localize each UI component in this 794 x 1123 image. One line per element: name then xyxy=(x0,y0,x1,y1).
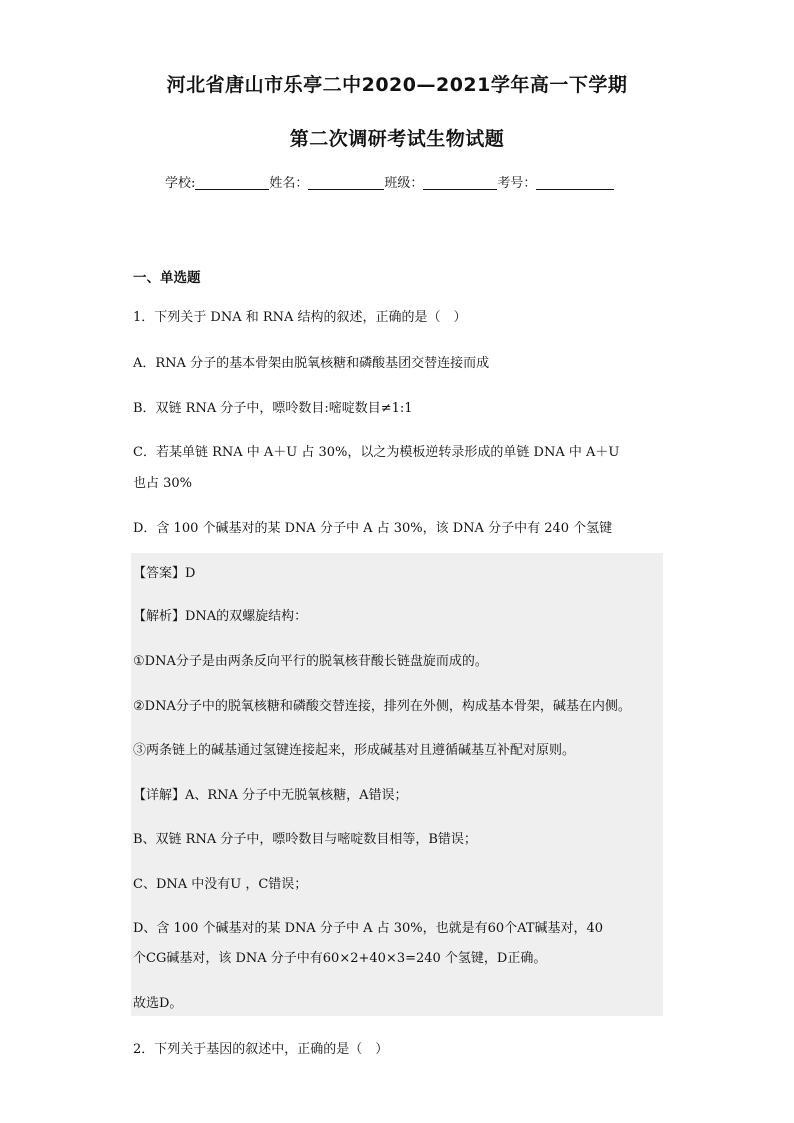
document-title-line2: 第二次调研考试生物试题 xyxy=(289,128,505,150)
analysis-point-2: ②DNA分子中的脱氧核糖和磷酸交替连接，排列在外侧，构成基本骨架，碱基在内侧。 xyxy=(133,699,631,714)
answer-line: 【答案】D xyxy=(133,566,196,581)
school-label: 学校: xyxy=(165,176,196,191)
student-info-line xyxy=(165,172,614,191)
class-label: 班级： xyxy=(384,176,424,191)
number-label: 考号： xyxy=(497,176,537,191)
number-blank[interactable] xyxy=(536,175,614,190)
question-1-option-d: D．含 100 个碱基对的某 DNA 分子中 A 占 30%，该 DNA 分子中有 240 个氢键 xyxy=(133,521,613,536)
detail-b: B、双链 RNA 分子中，嘌呤数目与嘧啶数目相等，B错误； xyxy=(133,832,477,847)
section-heading: 一、单选题 xyxy=(133,270,201,286)
detail-a: 【详解】A、RNA 分子中无脱氧核糖，A错误； xyxy=(133,788,408,803)
question-1-option-a: A．RNA 分子的基本骨架由脱氧核糖和磷酸基团交替连接而成 xyxy=(133,356,490,371)
question-1-option-b: B．双链 RNA 分子中，嘌呤数目:嘧啶数目≠1:1 xyxy=(133,401,413,416)
question-1-stem: 1．下列关于 DNA 和 RNA 结构的叙述，正确的是（ ） xyxy=(133,310,467,325)
detail-c: C、DNA 中没有U ，C错误； xyxy=(133,877,308,892)
document-title-line1: 河北省唐山市乐亭二中2020—2021学年高一下学期 xyxy=(166,74,628,96)
name-label: 姓名： xyxy=(269,176,309,191)
conclusion-line: 故选D。 xyxy=(133,996,183,1011)
school-blank[interactable] xyxy=(195,175,269,190)
name-blank[interactable] xyxy=(308,175,384,190)
detail-d-cont: 个CG碱基对，该 DNA 分子中有60×2+40×3=240 个氢键，D正确。 xyxy=(133,951,547,966)
analysis-line: 【解析】DNA的双螺旋结构： xyxy=(133,609,308,624)
class-blank[interactable] xyxy=(423,175,497,190)
question-1-option-c-cont: 也占 30% xyxy=(133,476,193,491)
question-2-stem: 2．下列关于基因的叙述中，正确的是（ ） xyxy=(133,1042,389,1057)
analysis-point-1: ①DNA分子是由两条反向平行的脱氧核苷酸长链盘旋而成的。 xyxy=(133,654,488,669)
question-1-option-c: C．若某单链 RNA 中 A＋U 占 30%，以之为模板逆转录形成的单链 DNA 中 A＋U xyxy=(133,445,620,460)
analysis-point-3: ③两条链上的碱基通过氢键连接起来，形成碱基对且遵循碱基互补配对原则。 xyxy=(133,743,576,758)
detail-d: D、含 100 个碱基对的某 DNA 分子中 A 占 30%，也就是有60个AT碱基对，40 xyxy=(133,921,604,936)
